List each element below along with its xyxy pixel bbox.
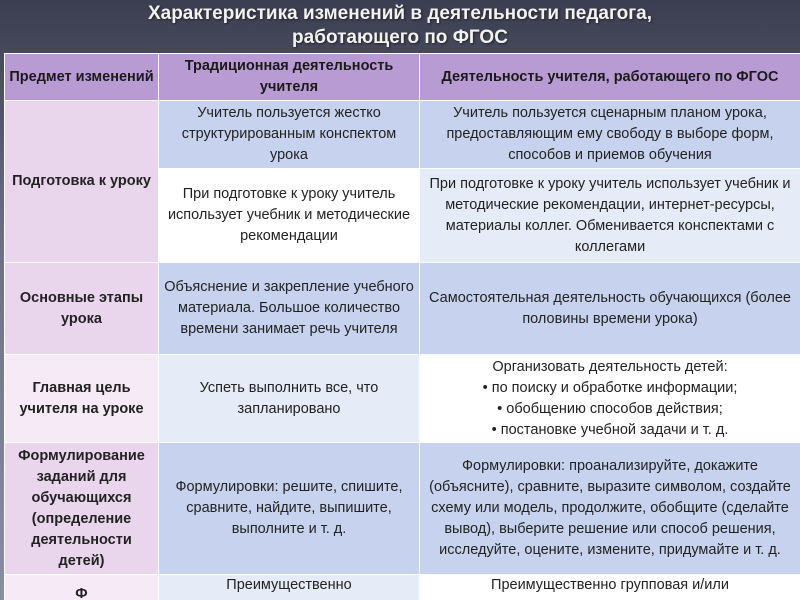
comparison-table xyxy=(4,53,800,600)
fgos-cell: Формулировки: проанализируйте, докажите (объясните), сравните, выразите символом, создайте схему или модель, продолжите, обобщите (сделайте вывод), выберите решение или способ решения, исследуйте, оцените, измените, придумайте и т. д. xyxy=(420,443,800,575)
table-row xyxy=(5,443,800,575)
traditional-cell: Учитель пользуется жестко структурированным конспектом урока xyxy=(159,101,420,169)
table-row xyxy=(5,355,800,443)
title-line-2: работающего по ФГОС xyxy=(292,27,508,48)
table-row xyxy=(5,575,800,600)
header-subject: Предмет изменений xyxy=(5,54,159,101)
fgos-cell: При подготовке к уроку учитель использует учебник и методические рекомендации, интернет-ресурсы, материалы коллег. Обменивается конспектами с коллегами xyxy=(420,169,800,263)
table-row xyxy=(5,101,800,169)
fgos-bullet: • по поиску и обработке информации; xyxy=(482,379,738,396)
fgos-cell: Самостоятельная деятельность обучающихся (более половины времени урока) xyxy=(420,263,800,355)
traditional-cell: Преимущественно xyxy=(159,575,420,600)
row-subject: Подготовка к уроку xyxy=(5,101,159,263)
row-subject: Основные этапы урока xyxy=(5,263,159,355)
row-subject: Формулирование заданий для обучающихся (определение деятельности детей) xyxy=(5,443,159,575)
row-subject: Главная цель учителя на уроке xyxy=(5,355,159,443)
fgos-cell: Учитель пользуется сценарным планом урока, предоставляющим ему свободу в выборе форм, способов и приемов обучения xyxy=(420,101,800,169)
fgos-cell: Преимущественно групповая и/или xyxy=(420,575,800,600)
fgos-bullet: • постановке учебной задачи и т. д. xyxy=(491,421,729,438)
traditional-cell: Объяснение и закрепление учебного материала. Большое количество времени занимает речь учителя xyxy=(159,263,420,355)
table-row xyxy=(5,263,800,355)
table-header-row xyxy=(5,54,800,101)
slide-title xyxy=(0,0,800,54)
header-fgos: Деятельность учителя, работающего по ФГОС xyxy=(420,54,800,101)
fgos-bullet: • обобщению способов действия; xyxy=(497,400,723,417)
traditional-cell: Успеть выполнить все, что запланировано xyxy=(159,355,420,443)
header-traditional: Традиционная деятельность учителя xyxy=(159,54,420,101)
fgos-intro: Организовать деятельность детей: xyxy=(492,358,728,375)
row-subject: Ф xyxy=(5,575,159,600)
title-line-1: Характеристика изменений в деятельности педагога, xyxy=(147,3,653,24)
fgos-cell xyxy=(420,355,800,443)
traditional-cell: Формулировки: решите, спишите, сравните, найдите, выпишите, выполните и т. д. xyxy=(159,443,420,575)
traditional-cell: При подготовке к уроку учитель использует учебник и методические рекомендации xyxy=(159,169,420,263)
